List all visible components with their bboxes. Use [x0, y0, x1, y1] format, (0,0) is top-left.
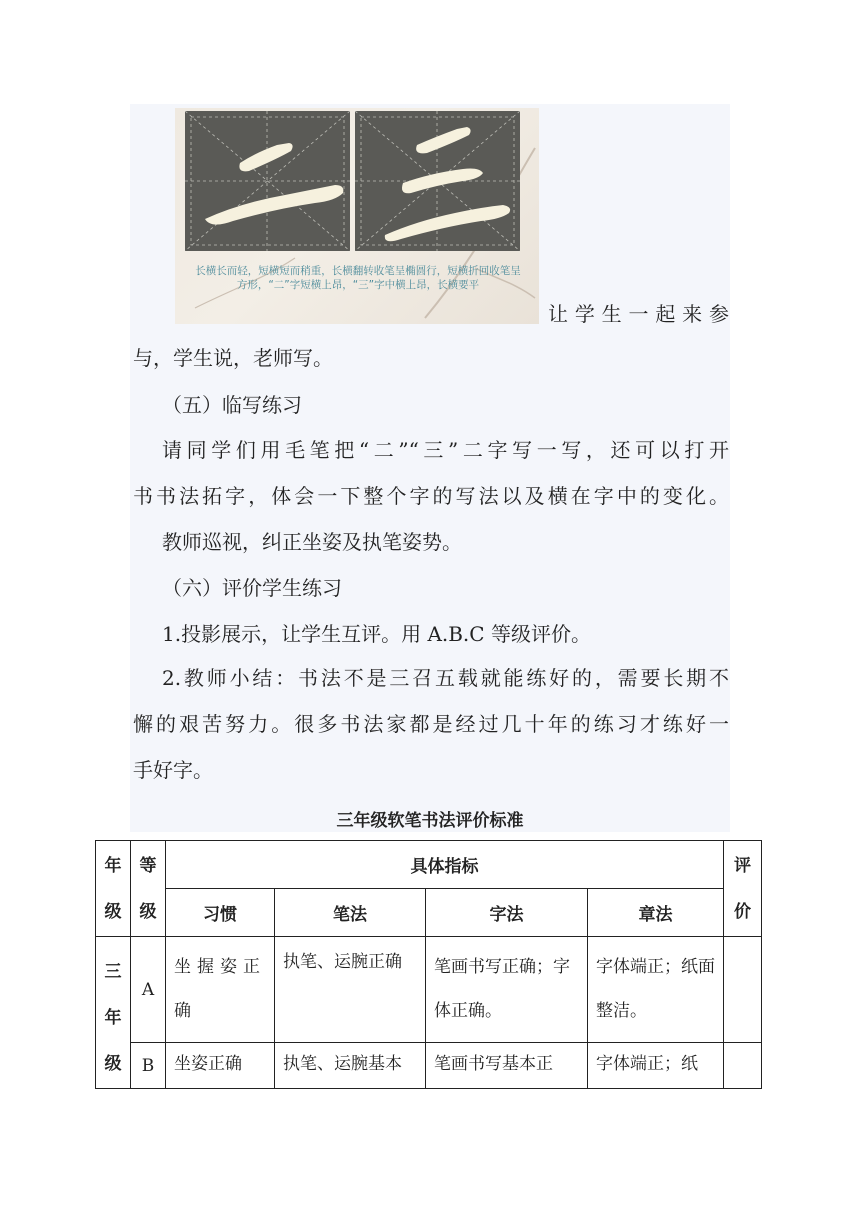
layout-cell: 字体端正；纸面整洁。 — [588, 937, 724, 1043]
header-grade-bottom: 级 — [104, 901, 122, 922]
header-level — [131, 841, 166, 937]
level-cell: A — [131, 937, 166, 1043]
header-eval-bottom: 价 — [734, 901, 751, 922]
grid-lines — [355, 111, 520, 251]
section-heading: （五）临写练习 — [162, 393, 302, 417]
paragraph-line: 书书法拓字，体会一下整个字的写法以及横在字中的变化。 — [133, 484, 729, 508]
header-grade-top: 年 — [104, 855, 122, 876]
header-level-top: 等 — [139, 855, 157, 876]
grade-label — [96, 937, 131, 1089]
level-cell: B — [131, 1043, 166, 1089]
figure-caption: 长横长而轻，短横短而稍重，长横翻转收笔呈椭圆行，短横折回收笔呈方形，“二”字短横上昂，“三”字中横上昂，长横要平 — [195, 265, 521, 291]
brush-cell: 执笔、运腕基本 — [275, 1043, 426, 1089]
header-eval-top: 评 — [734, 855, 751, 876]
table-row — [96, 1043, 762, 1089]
paragraph-line: 懈的艰苦努力。很多书法家都是经过几十年的练习才练好一 — [133, 712, 729, 736]
header-char: 字法 — [426, 889, 588, 937]
paragraph-line: 让学生一起来参 — [548, 302, 729, 326]
char-cell: 笔画书写基本正 — [426, 1043, 588, 1089]
grade-char: 三 — [104, 962, 122, 982]
eval-cell — [724, 1043, 762, 1089]
grade-char: 级 — [104, 1054, 122, 1074]
header-habit: 习惯 — [166, 889, 275, 937]
grade-char: 年 — [104, 1008, 122, 1028]
table-row — [96, 937, 762, 1043]
layout-cell: 字体端正；纸 — [588, 1043, 724, 1089]
header-indicators: 具体指标 — [166, 841, 724, 889]
calligraphy-figure — [175, 108, 539, 324]
habit-cell: 坐握姿正确 — [166, 937, 275, 1043]
stroke-san — [385, 127, 510, 241]
header-grade — [96, 841, 131, 937]
header-level-bottom: 级 — [139, 901, 157, 922]
evaluation-table — [95, 840, 762, 1089]
header-layout: 章法 — [588, 889, 724, 937]
stroke-er — [205, 143, 343, 225]
paragraph-line: 2.教师小结：书法不是三召五载就能练好的，需要长期不 — [162, 666, 729, 690]
character-panel-san — [355, 111, 520, 251]
brush-cell: 执笔、运腕正确 — [275, 937, 426, 1043]
grid-lines — [185, 111, 350, 251]
paragraph-line: 请同学们用毛笔把“二”“三”二字写一写，还可以打开 — [162, 438, 729, 462]
paragraph-line: 1.投影展示，让学生互评。用 A.B.C 等级评价。 — [162, 622, 591, 646]
paragraph-line: 与，学生说，老师写。 — [133, 346, 333, 370]
habit-cell: 坐姿正确 — [166, 1043, 275, 1089]
header-eval — [724, 841, 762, 937]
header-brush: 笔法 — [275, 889, 426, 937]
paragraph-line: 教师巡视，纠正坐姿及执笔姿势。 — [162, 530, 462, 554]
eval-cell — [724, 937, 762, 1043]
character-panel-er — [185, 111, 350, 251]
section-heading: （六）评价学生练习 — [162, 576, 342, 600]
char-cell: 笔画书写正确；字体正确。 — [426, 937, 588, 1043]
paragraph-line: 手好字。 — [133, 758, 213, 782]
table-title: 三年级软笔书法评价标准 — [336, 811, 524, 831]
